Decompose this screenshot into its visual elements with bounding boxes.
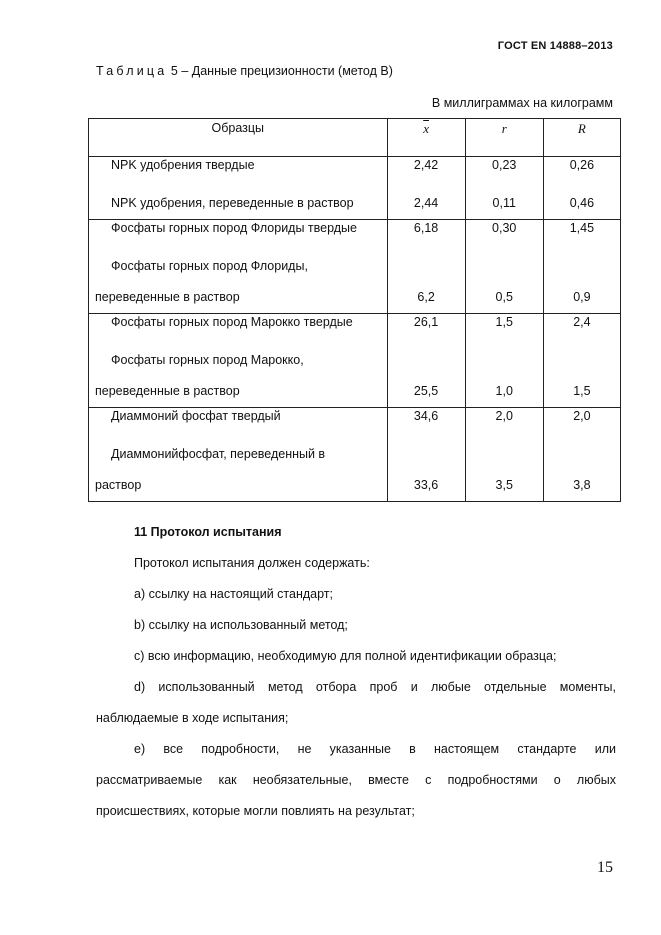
sample-name-text: Диаммоний фосфат твердый	[111, 409, 281, 423]
table-row-group	[89, 157, 621, 220]
item-a: а) ссылку на настоящий стандарт;	[134, 587, 333, 601]
sample-name-text: Диаммонийфосфат, переведенный в	[111, 447, 326, 461]
value-x: 34,6	[413, 409, 439, 423]
item-e-line2	[96, 765, 616, 796]
sample-name-text: раствор	[95, 478, 142, 492]
item-e-text1: е) все подробности, не указанные в настоящем стандарте или	[134, 742, 616, 756]
table-title-rest: 5 – Данные прецизионности (метод В)	[167, 64, 393, 78]
value-x: 33,6	[413, 478, 439, 492]
sample-name-line	[89, 470, 387, 501]
item-e-text2: рассматриваемые как необязательные, вместе с подробностями о любых	[96, 773, 616, 787]
value-r: 0,23	[492, 158, 517, 172]
value-R: 0,9	[573, 290, 591, 304]
value-R: 2,4	[573, 315, 591, 329]
value-cell-r	[465, 157, 543, 220]
value-r	[466, 345, 543, 376]
value-cell-r	[465, 314, 543, 408]
sample-name-cell	[89, 314, 388, 408]
value-cell-x	[387, 157, 465, 220]
sample-name-line	[89, 376, 387, 407]
page-number: 15	[597, 859, 613, 876]
sample-name-text: Фосфаты горных пород Марокко,	[111, 353, 304, 367]
value-cell-R	[543, 220, 620, 314]
value-cell-x	[387, 314, 465, 408]
value-x	[388, 345, 465, 376]
standard-header: ГОСТ EN 14888–2013	[497, 40, 613, 52]
value-R	[544, 439, 620, 470]
value-r: 0,30	[492, 221, 517, 235]
value-R: 2,0	[573, 409, 591, 423]
value-R: 0,46	[569, 196, 595, 210]
item-c: с) всю информацию, необходимую для полной идентификации образца;	[134, 649, 557, 663]
table-row-group	[89, 314, 621, 408]
section-title: 11 Протокол испытания	[134, 525, 282, 539]
value-r: 0,5	[495, 290, 513, 304]
col-header-samples: Образцы	[89, 119, 388, 157]
table-title	[96, 64, 393, 78]
item-b: b) ссылку на использованный метод;	[134, 618, 348, 632]
value-R	[544, 345, 620, 376]
value-R: 0,26	[569, 158, 595, 172]
sample-name-text: NPK удобрения, переведенные в раствор	[111, 196, 354, 210]
sample-name-line	[89, 157, 387, 188]
table-units: В миллиграммах на килограмм	[431, 96, 613, 110]
value-cell-R	[543, 408, 620, 502]
value-R	[544, 251, 620, 282]
table-row-group	[89, 220, 621, 314]
value-cell-r	[465, 408, 543, 502]
sample-name-line	[89, 408, 387, 439]
sample-name-line	[89, 188, 387, 219]
sample-name-line	[89, 314, 387, 345]
value-x: 25,5	[413, 384, 439, 398]
sample-name-text: переведенные в раствор	[95, 290, 240, 304]
value-r	[466, 439, 543, 470]
sample-name-line	[89, 345, 387, 376]
sample-name-text: NPK удобрения твердые	[111, 158, 255, 172]
sample-name-line	[89, 220, 387, 251]
value-x: 2,44	[413, 196, 439, 210]
value-R: 3,8	[573, 478, 591, 492]
sample-name-line	[89, 439, 387, 470]
precision-table	[88, 118, 621, 502]
value-x: 6,2	[417, 290, 435, 304]
table-title-word: Таблица	[96, 64, 168, 78]
value-x	[388, 439, 465, 470]
value-R: 1,45	[569, 221, 595, 235]
sample-name-line	[89, 251, 387, 282]
value-r: 0,11	[492, 196, 516, 210]
value-cell-x	[387, 220, 465, 314]
sample-name-line	[89, 282, 387, 313]
sample-name-text: Фосфаты горных пород Флориды,	[111, 259, 308, 273]
value-x: 26,1	[413, 315, 439, 329]
value-r	[466, 251, 543, 282]
value-cell-R	[543, 314, 620, 408]
value-r: 2,0	[495, 409, 513, 423]
sample-name-text: Фосфаты горных пород Флориды твердые	[111, 221, 357, 235]
col-header-x: $\overline{x}$	[387, 119, 465, 157]
table-header-row	[89, 119, 621, 157]
col-header-R: R	[543, 119, 620, 157]
value-r: 1,0	[495, 384, 513, 398]
item-d-text1: d) использованный метод отбора проб и любые отдельные моменты,	[134, 680, 616, 694]
value-cell-r	[465, 220, 543, 314]
item-d-line2: наблюдаемые в ходе испытания;	[96, 711, 289, 725]
value-x	[388, 251, 465, 282]
section-intro: Протокол испытания должен содержать:	[134, 556, 370, 570]
value-x: 6,18	[413, 221, 439, 235]
col-header-r: r	[465, 119, 543, 157]
value-r: 1,5	[495, 315, 513, 329]
section-body	[96, 548, 616, 827]
value-x: 2,42	[413, 158, 439, 172]
item-e-line3: происшествиях, которые могли повлиять на результат;	[96, 804, 415, 818]
table-row-group	[89, 408, 621, 502]
value-cell-x	[387, 408, 465, 502]
item-e-line1	[96, 734, 616, 765]
sample-name-cell	[89, 157, 388, 220]
sample-name-text: переведенные в раствор	[95, 384, 240, 398]
item-d-line1	[96, 672, 616, 703]
value-cell-R	[543, 157, 620, 220]
sample-name-cell	[89, 220, 388, 314]
sample-name-cell	[89, 408, 388, 502]
value-R: 1,5	[573, 384, 591, 398]
sample-name-text: Фосфаты горных пород Марокко твердые	[111, 315, 353, 329]
value-r: 3,5	[495, 478, 513, 492]
